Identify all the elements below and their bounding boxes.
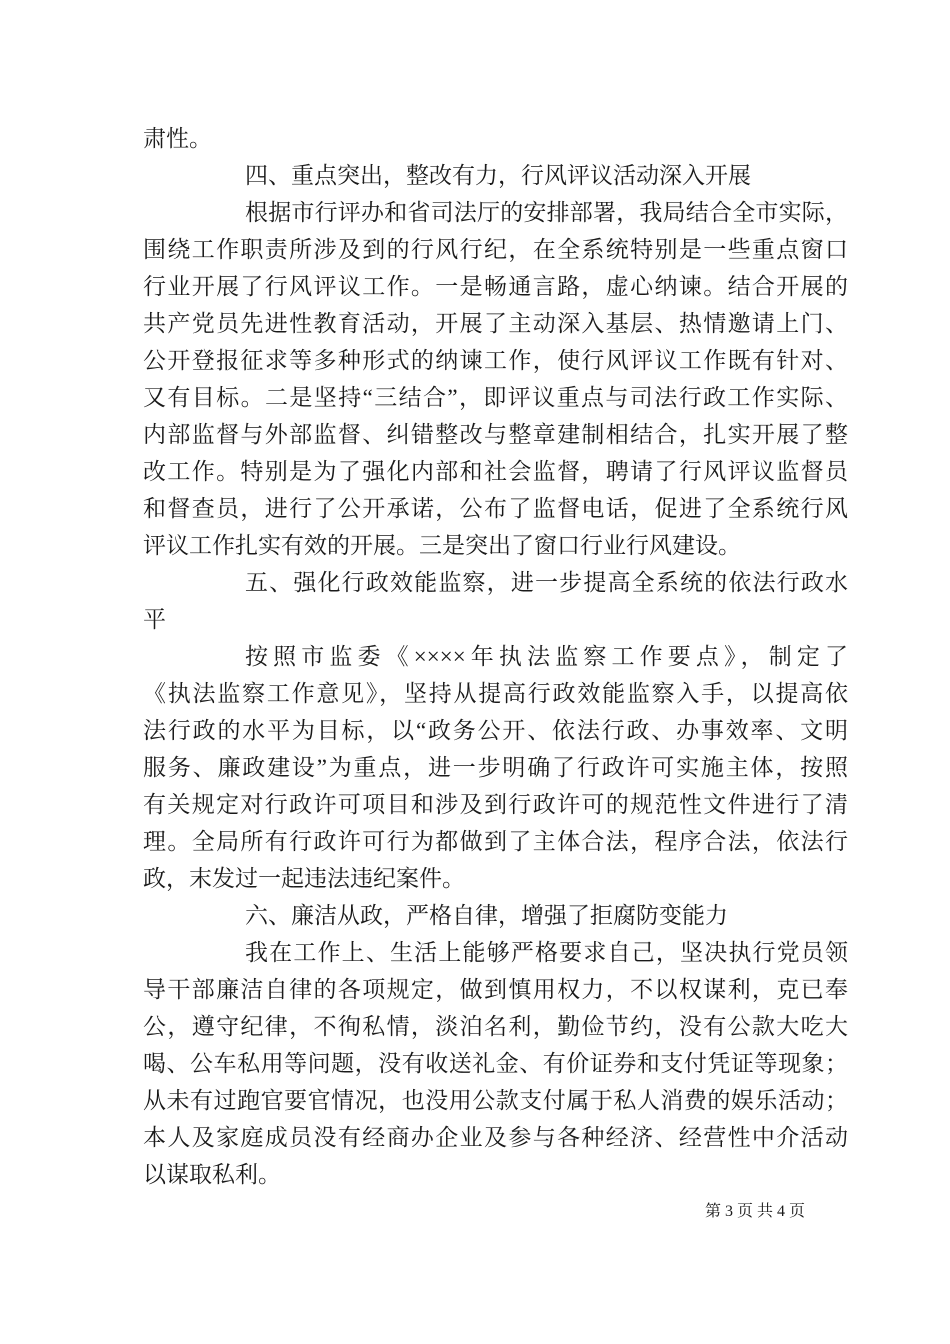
text-line: 有关规定对行政许可项目和涉及到行政许可的规范性文件进行了清 [143, 792, 848, 817]
text-line: 根据市行评办和省司法厅的安排部署，我局结合全市实际， [245, 200, 848, 225]
text-line: 公开登报征求等多种形式的纳谏工作，使行风评议工作既有针对、 [143, 348, 848, 373]
text-line: 又有目标。二是坚持“三结合”，即评议重点与司法行政工作实际、 [143, 385, 848, 410]
text-line: 政，末发过一起违法违纪案件。 [143, 866, 465, 891]
text-line: 以谋取私利。 [143, 1162, 281, 1187]
text-line: 公，遵守纪律，不徇私情，淡泊名利，勤俭节约，没有公款大吃大 [143, 1014, 848, 1039]
text-line: 法行政的水平为目标，以“政务公开、依法行政、办事效率、文明 [143, 718, 848, 743]
section-heading-line: 四、重点突出，整改有力，行风评议活动深入开展 [245, 163, 751, 188]
text-line: 和督查员，进行了公开承诺，公布了监督电话，促进了全系统行风 [143, 496, 848, 521]
text-line: 共产党员先进性教育活动，开展了主动深入基层、热情邀请上门、 [143, 311, 848, 336]
text-line: 肃性。 [143, 126, 212, 151]
text-line: 改工作。特别是为了强化内部和社会监督，聘请了行风评议监督员 [143, 459, 848, 484]
section-heading-line: 六、廉洁从政，严格自律，增强了拒腐防变能力 [245, 903, 728, 928]
section-heading-line: 五、强化行政效能监察，进一步提高全系统的依法行政水 [245, 570, 848, 595]
text-line: 内部监督与外部监督、纠错整改与整章建制相结合，扎实开展了整 [143, 422, 848, 447]
text-line: 从未有过跑官要官情况，也没用公款支付属于私人消费的娱乐活动； [143, 1088, 848, 1113]
text-line: 理。全局所有行政许可行为都做到了主体合法，程序合法，依法行 [143, 829, 848, 854]
text-line: 导干部廉洁自律的各项规定，做到慎用权力，不以权谋利，克已奉 [143, 977, 848, 1002]
section-heading-line: 平 [143, 607, 166, 632]
page-number-footer: 第 3 页 共 4 页 [704, 1203, 805, 1220]
text-line: 按照市监委《××××年执法监察工作要点》，制定了 [245, 644, 848, 669]
document-body [143, 120, 848, 1193]
text-line: 本人及家庭成员没有经商办企业及参与各种经济、经营性中介活动 [143, 1125, 848, 1150]
text-line: 喝、公车私用等问题，没有收送礼金、有价证券和支付凭证等现象； [143, 1051, 848, 1076]
text-line: 我在工作上、生活上能够严格要求自己，坚决执行党员领 [245, 940, 848, 965]
text-line: 服务、廉政建设”为重点，进一步明确了行政许可实施主体，按照 [143, 755, 848, 780]
text-line: 评议工作扎实有效的开展。三是突出了窗口行业行风建设。 [143, 533, 741, 558]
text-line: 围绕工作职责所涉及到的行风行纪，在全系统特别是一些重点窗口 [143, 237, 848, 262]
text-line: 《执法监察工作意见》，坚持从提高行政效能监察入手，以提高依 [143, 681, 848, 706]
text-line: 行业开展了行风评议工作。一是畅通言路，虚心纳谏。结合开展的 [143, 274, 848, 299]
